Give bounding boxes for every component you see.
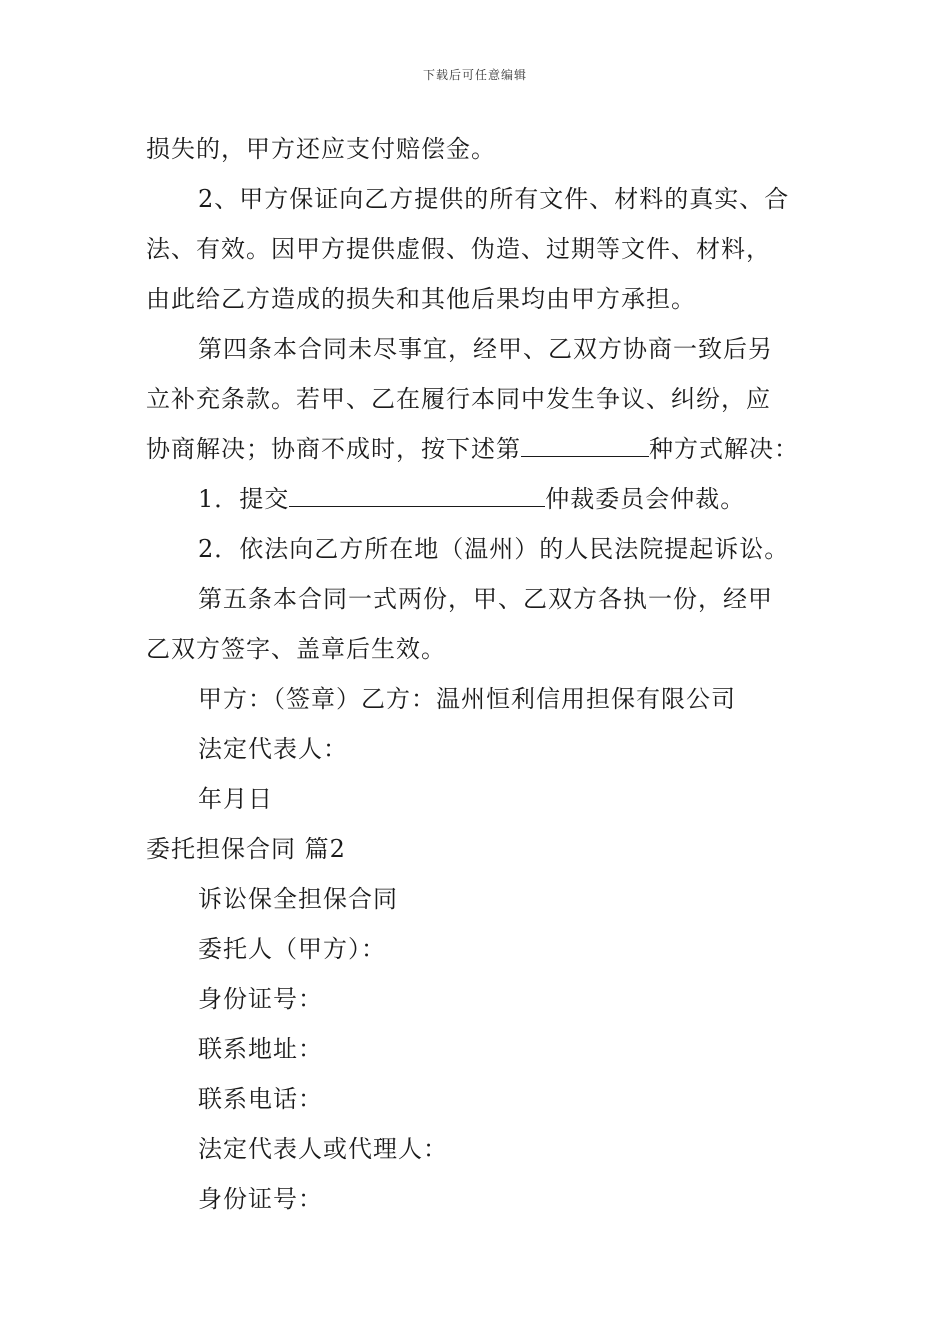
text-segment: 仲裁委员会仲裁。: [545, 485, 746, 513]
paragraph-line: 损失的，甲方还应支付赔偿金。: [146, 135, 496, 163]
document-title: 诉讼保全担保合同: [198, 885, 398, 913]
form-field-label: 法定代表人或代理人：: [198, 1135, 448, 1163]
signature-line: 法定代表人：: [198, 735, 348, 763]
paragraph-line: 2、甲方保证向乙方提供的所有文件、材料的真实、合: [198, 185, 790, 213]
form-field-label: 身份证号：: [198, 985, 323, 1013]
date-line: 年月日: [198, 785, 273, 813]
paragraph-line: 乙双方签字、盖章后生效。: [146, 635, 446, 663]
text-segment: 1．提交: [198, 485, 290, 513]
paragraph-line: 立补充条款。若甲、乙在履行本同中发生争议、纠纷，应: [146, 385, 771, 413]
form-field-label: 委托人（甲方）：: [198, 935, 386, 963]
paragraph-line: [146, 424, 810, 474]
form-field-label: 联系电话：: [198, 1085, 323, 1113]
section-heading: 委托担保合同 篇2: [146, 835, 346, 863]
paragraph-line: 由此给乙方造成的损失和其他后果均由甲方承担。: [146, 285, 696, 313]
paragraph-line: 第四条本合同未尽事宜，经甲、乙双方协商一致后另: [198, 335, 773, 363]
fill-in-blank: [521, 428, 649, 457]
paragraph-line: 法、有效。因甲方提供虚假、伪造、过期等文件、材料，: [146, 235, 771, 263]
fill-in-blank: [289, 478, 545, 507]
paragraph-line: [146, 474, 810, 524]
page-header: 下载后可任意编辑: [422, 68, 527, 82]
form-field-label: 身份证号：: [198, 1185, 323, 1213]
form-field-label: 联系地址：: [198, 1035, 323, 1063]
signature-line: 甲方：（签章）乙方：温州恒利信用担保有限公司: [198, 685, 736, 713]
document-body: [146, 124, 810, 1224]
text-segment: 协商解决；协商不成时，按下述第: [146, 435, 521, 463]
paragraph-line: 第五条本合同一式两份，甲、乙双方各执一份，经甲: [198, 585, 773, 613]
text-segment: 种方式解决：: [649, 435, 799, 463]
paragraph-line: 2．依法向乙方所在地（温州）的人民法院提起诉讼。: [198, 535, 790, 563]
